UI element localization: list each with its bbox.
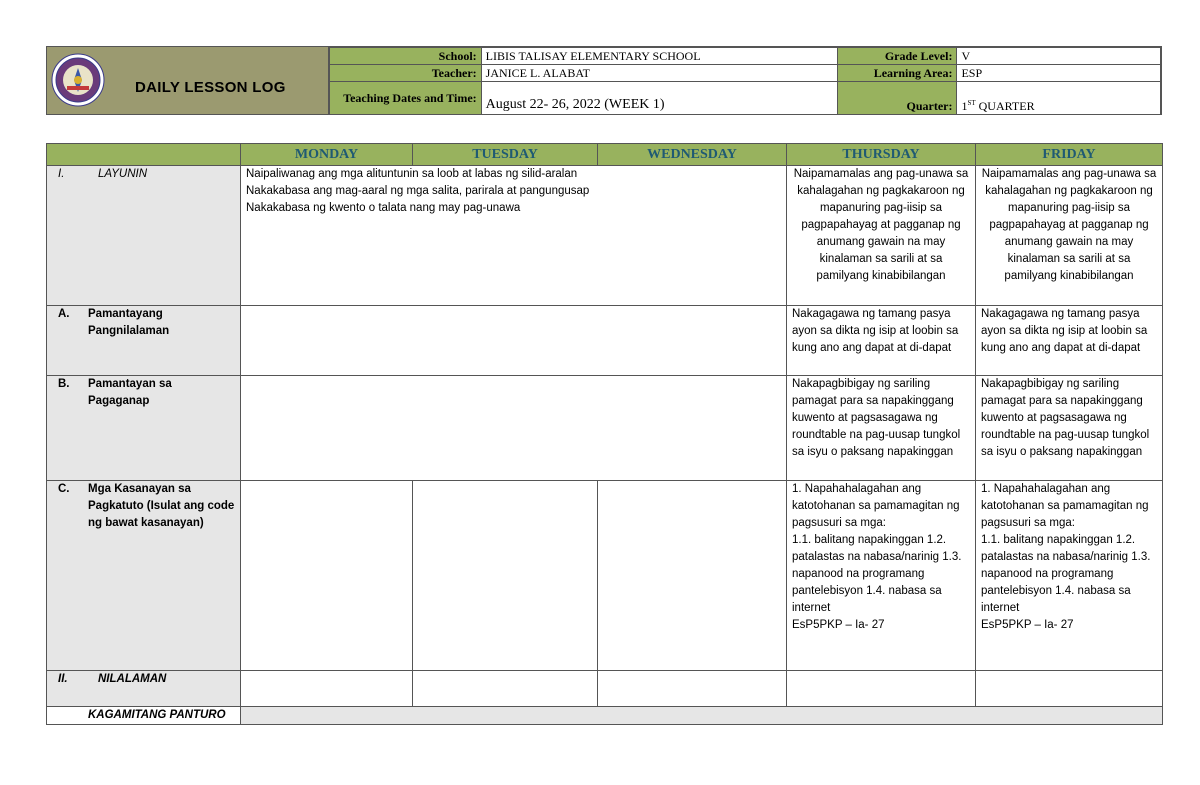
row-label-text: KAGAMITANG PANTURO [88, 709, 226, 721]
lesson-log-header [46, 46, 1162, 115]
nilalaman-thursday [787, 671, 976, 707]
day-thursday: THURSDAY [787, 144, 976, 166]
row-label-text: NILALAMAN [98, 673, 167, 685]
layunin-friday: Naipamamalas ang pag-unawa sa kahalagahan ng pagkakaroon ng mapanuring pag-iisip sa pagpapahayag at pagganap ng anumang gawain na may kinalaman sa sarili at sa pamilyang kinabibilangan [976, 166, 1163, 306]
row-nilalaman [47, 671, 1163, 707]
kagamitang-content [241, 707, 1163, 725]
row-label-layunin [47, 166, 241, 306]
lesson-plan-table [46, 143, 1163, 725]
nilalaman-wednesday [598, 671, 787, 707]
learning-area-value: ESP [957, 65, 1161, 82]
row-label-pagganap [47, 376, 241, 481]
grade-level-label: Grade Level: [837, 48, 957, 65]
kasanayan-tuesday [413, 481, 598, 671]
corner-cell [47, 144, 241, 166]
quarter-number: 1 [961, 99, 968, 113]
day-monday: MONDAY [241, 144, 413, 166]
day-header-row [47, 144, 1163, 166]
school-value: LIBIS TALISAY ELEMENTARY SCHOOL [481, 48, 837, 65]
nilalaman-tuesday [413, 671, 598, 707]
kasanayan-monday [241, 481, 413, 671]
layunin-mon-wed: Naipaliwanag ang mga alituntunin sa loob at labas ng silid-aralan Nakakabasa ang mag-aaral ng mga salita, parirala at pangungusap Nakakabasa ng kwento o talata nang may pag-unawa [241, 166, 787, 306]
row-number: II. [58, 673, 68, 685]
layunin-thursday: Naipamamalas ang pag-unawa sa kahalagahan ng pagkakaroon ng mapanuring pag-iisip sa pagpapahayag at pagganap ng anumang gawain na may kinalaman sa sarili at sa pamilyang kinabibilangan [787, 166, 976, 306]
teaching-dates-label: Teaching Dates and Time: [330, 82, 482, 115]
row-label-nilalaman [47, 671, 241, 707]
day-friday: FRIDAY [976, 144, 1163, 166]
row-kagamitang-panturo [47, 707, 1163, 725]
pamantayang-mon-wed [241, 306, 787, 376]
pamantayang-friday: Nakagagawa ng tamang pasya ayon sa dikta ng isip at loobin sa kung ano ang dapat at di-dapat [976, 306, 1163, 376]
row-label-text: Mga Kasanayan sa Pagkatuto (Isulat ang code ng bawat kasanayan) [88, 483, 235, 529]
school-label: School: [330, 48, 482, 65]
row-label-pamantayang [47, 306, 241, 376]
kasanayan-wednesday [598, 481, 787, 671]
day-wednesday: WEDNESDAY [598, 144, 787, 166]
learning-area-label: Learning Area: [837, 65, 957, 82]
row-label-text: Pamantayan sa Pagaganap [88, 378, 172, 407]
row-label-kasanayan [47, 481, 241, 671]
row-label-text: Pamantayang Pangnilalaman [88, 308, 170, 337]
school-info-table [329, 47, 1161, 115]
page-title: DAILY LESSON LOG [135, 79, 286, 96]
row-layunin [47, 166, 1163, 306]
nilalaman-friday [976, 671, 1163, 707]
kasanayan-thursday: 1. Napahahalagahan ang katotohanan sa pamamagitan ng pagsusuri sa mga: 1.1. balitang napakinggan 1.2. patalastas na nabasa/narinig 1.3. napanood na programang pantelebisyon 1.4. nabasa sa internet EsP5PKP – Ia- 27 [787, 481, 976, 671]
deped-seal-icon [51, 53, 105, 107]
row-kasanayan [47, 481, 1163, 671]
pagganap-mon-wed [241, 376, 787, 481]
row-pamantayan-pagganap [47, 376, 1163, 481]
row-number: B. [58, 378, 70, 390]
row-label-kagamitang [47, 707, 241, 725]
quarter-suffix: ST [967, 99, 976, 107]
pagganap-friday: Nakapagbibigay ng sariling pamagat para sa napakinggang kuwento at pagsasagawa ng roundtable na pag-uusap tungkol sa isyu o paksang napakinggan [976, 376, 1163, 481]
row-number: I. [58, 168, 65, 180]
quarter-value [957, 82, 1161, 115]
kasanayan-friday: 1. Napahahalagahan ang katotohanan sa pamamagitan ng pagsusuri sa mga: 1.1. balitang napakinggan 1.2. patalastas na nabasa/narinig 1.3. napanood na programang pantelebisyon 1.4. nabasa sa internet EsP5PKP – Ia- 27 [976, 481, 1163, 671]
pagganap-thursday: Nakapagbibigay ng sariling pamagat para sa napakinggang kuwento at pagsasagawa ng roundtable na pag-uusap tungkol sa isyu o paksang napakinggan [787, 376, 976, 481]
row-number: A. [58, 308, 70, 320]
quarter-word: QUARTER [975, 99, 1035, 113]
pamantayang-thursday: Nakagagawa ng tamang pasya ayon sa dikta ng isip at loobin sa kung ano ang dapat at di-dapat [787, 306, 976, 376]
teaching-dates-value: August 22- 26, 2022 (WEEK 1) [481, 82, 837, 115]
teacher-label: Teacher: [330, 65, 482, 82]
day-tuesday: TUESDAY [413, 144, 598, 166]
header-title-panel [47, 47, 329, 114]
row-number: C. [58, 483, 70, 495]
row-label-text: LAYUNIN [98, 168, 147, 180]
grade-level-value: V [957, 48, 1161, 65]
quarter-label: Quarter: [837, 82, 957, 115]
row-pamantayang-pangnilalaman [47, 306, 1163, 376]
teacher-value: JANICE L. ALABAT [481, 65, 837, 82]
nilalaman-monday [241, 671, 413, 707]
